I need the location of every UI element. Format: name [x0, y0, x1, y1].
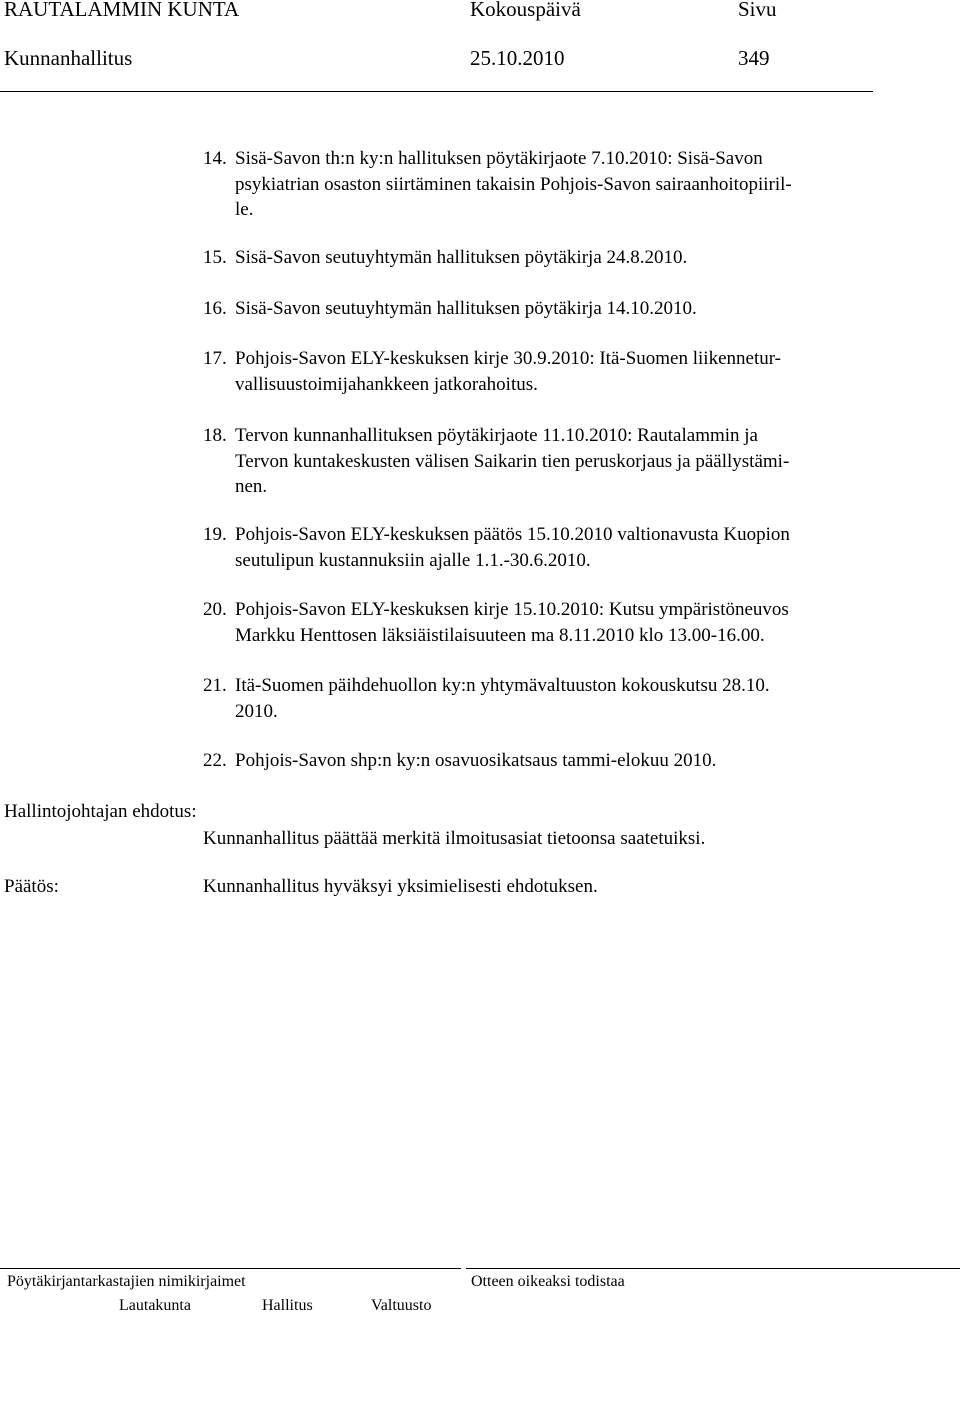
item-text: Pohjois-Savon ELY-keskuksen kirje 30.9.2010: Itä-Suomen liikennetur- vallisuustoimijahankkeen jatkorahoitus. — [235, 348, 781, 395]
proposal-text: Kunnanhallitus päättää merkitä ilmoitusasiat tietoonsa saatetuiksi. — [203, 828, 706, 849]
list-item — [203, 673, 893, 724]
item-number: 14. — [203, 148, 227, 169]
item-number: 18. — [203, 425, 227, 446]
item-number: 16. — [203, 298, 227, 319]
meeting-date-label: Kokouspäivä — [470, 0, 581, 21]
footer-divider-left — [0, 1268, 461, 1269]
item-text: Sisä-Savon seutuyhtymän hallituksen pöytäkirja 24.8.2010. — [235, 247, 688, 268]
item-text: Sisä-Savon seutuyhtymän hallituksen pöytäkirja 14.10.2010. — [235, 298, 697, 319]
item-text: Itä-Suomen päihdehuollon ky:n yhtymävaltuuston kokouskutsu 28.10. 2010. — [235, 675, 770, 722]
list-item — [203, 245, 893, 271]
item-text: Pohjois-Savon shp:n ky:n osavuosikatsaus tammi-elokuu 2010. — [235, 750, 717, 771]
footer-initials-label: Pöytäkirjantarkastajien nimikirjaimet — [7, 1273, 246, 1290]
item-text: Sisä-Savon th:n ky:n hallituksen pöytäkirjaote 7.10.2010: Sisä-Savon psykiatrian osaston siirtäminen takaisin Pohjois-Savon sairaanhoitopiiril- le. — [235, 148, 792, 220]
footer-column-lautakunta: Lautakunta — [119, 1297, 191, 1314]
list-item — [203, 423, 893, 500]
list-item — [203, 522, 893, 573]
list-item — [203, 597, 893, 648]
footer-divider-right — [466, 1268, 960, 1269]
list-item — [203, 146, 893, 223]
item-number: 15. — [203, 247, 227, 268]
item-text: Pohjois-Savon ELY-keskuksen päätös 15.10.2010 valtionavusta Kuopion seutulipun kustannuksiin ajalle 1.1.-30.6.2010. — [235, 524, 790, 571]
list-item — [203, 346, 893, 397]
footer-column-hallitus: Hallitus — [262, 1297, 313, 1314]
item-text: Tervon kunnanhallituksen pöytäkirjaote 11.10.2010: Rautalammin ja Tervon kuntakeskusten välisen Saikarin tien peruskorjaus ja päällystämi- nen. — [235, 425, 790, 497]
page-number: 349 — [738, 46, 770, 70]
item-number: 19. — [203, 524, 227, 545]
decision-text: Kunnanhallitus hyväksyi yksimielisesti ehdotuksen. — [203, 876, 598, 897]
list-item — [203, 296, 893, 322]
footer-column-valtuusto: Valtuusto — [371, 1297, 432, 1314]
item-number: 17. — [203, 348, 227, 369]
meeting-date: 25.10.2010 — [470, 46, 565, 70]
proposal-label: Hallintojohtajan ehdotus: — [4, 801, 197, 822]
footer-copy-label: Otteen oikeaksi todistaa — [471, 1273, 625, 1290]
page-label: Sivu — [738, 0, 777, 21]
item-number: 21. — [203, 675, 227, 696]
municipality-name: RAUTALAMMIN KUNTA — [4, 0, 240, 21]
item-number: 20. — [203, 599, 227, 620]
item-text: Pohjois-Savon ELY-keskuksen kirje 15.10.2010: Kutsu ympäristöneuvos Markku Henttosen läksiäistilaisuuteen ma 8.11.2010 klo 13.00-16.00. — [235, 599, 789, 646]
item-number: 22. — [203, 750, 227, 771]
header-divider — [0, 91, 873, 92]
list-item — [203, 748, 893, 774]
decision-label: Päätös: — [4, 876, 59, 897]
body-name: Kunnanhallitus — [4, 46, 133, 70]
